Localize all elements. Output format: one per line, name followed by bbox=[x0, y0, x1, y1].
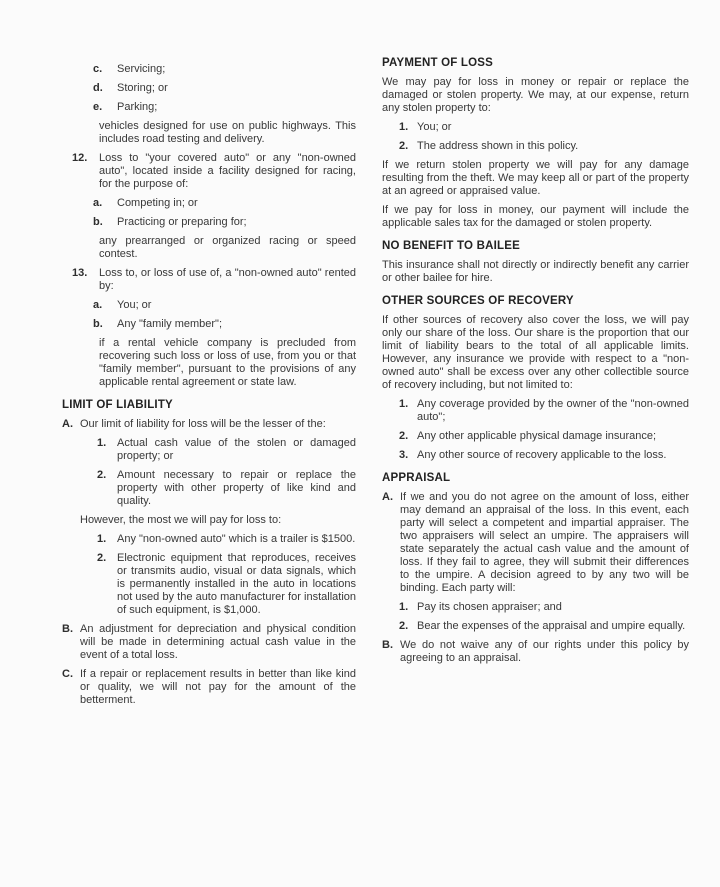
list-item-label: e. bbox=[93, 101, 103, 113]
list-item bbox=[399, 601, 689, 614]
section-heading: APPRAISAL bbox=[382, 472, 451, 484]
list-item-label: 2. bbox=[97, 552, 107, 564]
paragraph: However, the most we will pay for loss to: bbox=[80, 514, 282, 526]
list-item-text: An adjustment for depreciation and physical condition will be made in determining actual cash value in the event of a total loss. bbox=[80, 623, 356, 661]
list-item-label: 13. bbox=[72, 267, 88, 279]
list-item-text: Bear the expenses of the appraisal and umpire equally. bbox=[417, 620, 686, 632]
list-item bbox=[93, 299, 356, 312]
list-item bbox=[93, 101, 356, 114]
list-item-label: 12. bbox=[72, 152, 88, 164]
list-item bbox=[399, 449, 689, 462]
list-item-text: You; or bbox=[117, 299, 152, 311]
list-item-label: B. bbox=[62, 623, 73, 635]
list-item-label: c. bbox=[93, 63, 103, 75]
list-item bbox=[93, 216, 356, 229]
list-item bbox=[93, 318, 356, 331]
list-item-label: b. bbox=[93, 318, 103, 330]
list-item-label: C. bbox=[62, 668, 73, 680]
list-item-label: 1. bbox=[97, 437, 107, 449]
list-item-text: Loss to "your covered auto" or any "non-owned auto", located inside a facility designed for racing, for the purpose of: bbox=[99, 152, 356, 190]
list-item-text: You; or bbox=[417, 121, 452, 133]
left-column bbox=[48, 63, 356, 707]
list-item bbox=[62, 623, 356, 662]
list-item bbox=[62, 418, 356, 431]
list-item-label: 1. bbox=[399, 398, 409, 410]
list-item bbox=[93, 63, 356, 76]
right-column bbox=[382, 57, 689, 665]
list-item bbox=[72, 267, 356, 293]
list-item-label: A. bbox=[382, 491, 393, 503]
list-item bbox=[72, 152, 356, 191]
list-item-text: Amount necessary to repair or replace the property with other property of like kind and quality. bbox=[117, 469, 356, 507]
list-item-label: 1. bbox=[399, 601, 409, 613]
list-item-label: d. bbox=[93, 82, 103, 94]
list-item-text: Any coverage provided by the owner of the "non-owned auto"; bbox=[417, 398, 689, 423]
list-item-label: 1. bbox=[97, 533, 107, 545]
list-item-label: 3. bbox=[399, 449, 409, 461]
paragraph: We may pay for loss in money or repair or replace the damaged or stolen property. We may, at our expense, return any stolen property to: bbox=[382, 76, 689, 114]
list-item-label: a. bbox=[93, 299, 103, 311]
list-item bbox=[93, 82, 356, 95]
paragraph: If we pay for loss in money, our payment will include the applicable sales tax for the damaged or stolen property. bbox=[382, 204, 689, 229]
list-item bbox=[97, 469, 356, 508]
list-item-text: Loss to, or loss of use of, a "non-owned auto" rented by: bbox=[99, 267, 356, 292]
list-item bbox=[399, 430, 689, 443]
list-item-label: A. bbox=[62, 418, 73, 430]
list-item bbox=[399, 398, 689, 424]
list-item bbox=[97, 437, 356, 463]
section-heading: PAYMENT OF LOSS bbox=[382, 57, 493, 69]
list-item bbox=[399, 140, 689, 153]
list-item bbox=[97, 552, 356, 617]
list-item-text: Servicing; bbox=[117, 63, 166, 75]
list-item-text: Any other source of recovery applicable to the loss. bbox=[417, 449, 667, 461]
list-item bbox=[382, 491, 689, 595]
list-item-label: 2. bbox=[97, 469, 107, 481]
list-item-label: B. bbox=[382, 639, 393, 651]
list-item-text: The address shown in this policy. bbox=[417, 140, 579, 152]
list-item-text: Storing; or bbox=[117, 82, 168, 94]
section-heading: LIMIT OF LIABILITY bbox=[62, 399, 173, 411]
list-item-text: Actual cash value of the stolen or damaged property; or bbox=[117, 437, 356, 462]
list-item-text: Pay its chosen appraiser; and bbox=[417, 601, 562, 613]
list-item bbox=[93, 197, 356, 210]
list-item-label: 2. bbox=[399, 140, 409, 152]
list-item bbox=[62, 668, 356, 707]
list-item-text: If we and you do not agree on the amount of loss, either may demand an appraisal of the loss. In this event, each party will select a competent and impartial appraiser. The two appraisers will select an umpire. The appraisers will state separately the actual cash value and the amount of loss. If they fail to agree, they will submit their differences to the umpire. A decision agreed to by any two will be binding. Each party will: bbox=[400, 491, 689, 594]
list-item bbox=[399, 620, 689, 633]
paragraph: if a rental vehicle company is precluded from recovering such loss or loss of use, from you or that "family member", pursuant to the provisions of any applicable rental agreement or state law. bbox=[99, 337, 356, 388]
list-item-label: a. bbox=[93, 197, 103, 209]
list-item bbox=[97, 533, 356, 546]
section-heading: NO BENEFIT TO BAILEE bbox=[382, 240, 520, 252]
list-item-text: Any other applicable physical damage insurance; bbox=[417, 430, 657, 442]
section-heading: OTHER SOURCES OF RECOVERY bbox=[382, 295, 574, 307]
paragraph: any prearranged or organized racing or speed contest. bbox=[99, 235, 356, 260]
list-item-label: 2. bbox=[399, 430, 409, 442]
paragraph: If other sources of recovery also cover the loss, we will pay only our share of the loss. Our share is the proportion that our limit of liability bears to the total of all applicable limits. However, any insurance we provide with respect to a "non-owned auto" shall be excess over any other collectible source of recovery including, but not limited to: bbox=[382, 314, 689, 391]
list-item-text: We do not waive any of our rights under this policy by agreeing to an appraisal. bbox=[400, 639, 689, 664]
list-item-text: Competing in; or bbox=[117, 197, 198, 209]
list-item-text: If a repair or replacement results in better than like kind or quality, we will not pay for the amount of the betterment. bbox=[80, 668, 356, 706]
list-item bbox=[399, 121, 689, 134]
list-item-label: 2. bbox=[399, 620, 409, 632]
paragraph: This insurance shall not directly or indirectly benefit any carrier or other bailee for hire. bbox=[382, 259, 689, 284]
list-item-text: Any "non-owned auto" which is a trailer is $1500. bbox=[117, 533, 356, 545]
paragraph: vehicles designed for use on public highways. This includes road testing and delivery. bbox=[99, 120, 356, 145]
list-item bbox=[382, 639, 689, 665]
list-item-label: 1. bbox=[399, 121, 409, 133]
list-item-text: Parking; bbox=[117, 101, 158, 113]
list-item-text: Our limit of liability for loss will be the lesser of the: bbox=[80, 418, 326, 430]
list-item-label: b. bbox=[93, 216, 103, 228]
paragraph: If we return stolen property we will pay for any damage resulting from the theft. We may keep all or part of the property at an agreed or appraised value. bbox=[382, 159, 689, 197]
list-item-text: Electronic equipment that reproduces, receives or transmits audio, visual or data signals, which is permanently installed in the auto in locations not used by the auto manufacturer for installation of such equipment, is $1,000. bbox=[117, 552, 356, 616]
list-item-text: Any "family member"; bbox=[117, 318, 222, 330]
list-item-text: Practicing or preparing for; bbox=[117, 216, 247, 228]
